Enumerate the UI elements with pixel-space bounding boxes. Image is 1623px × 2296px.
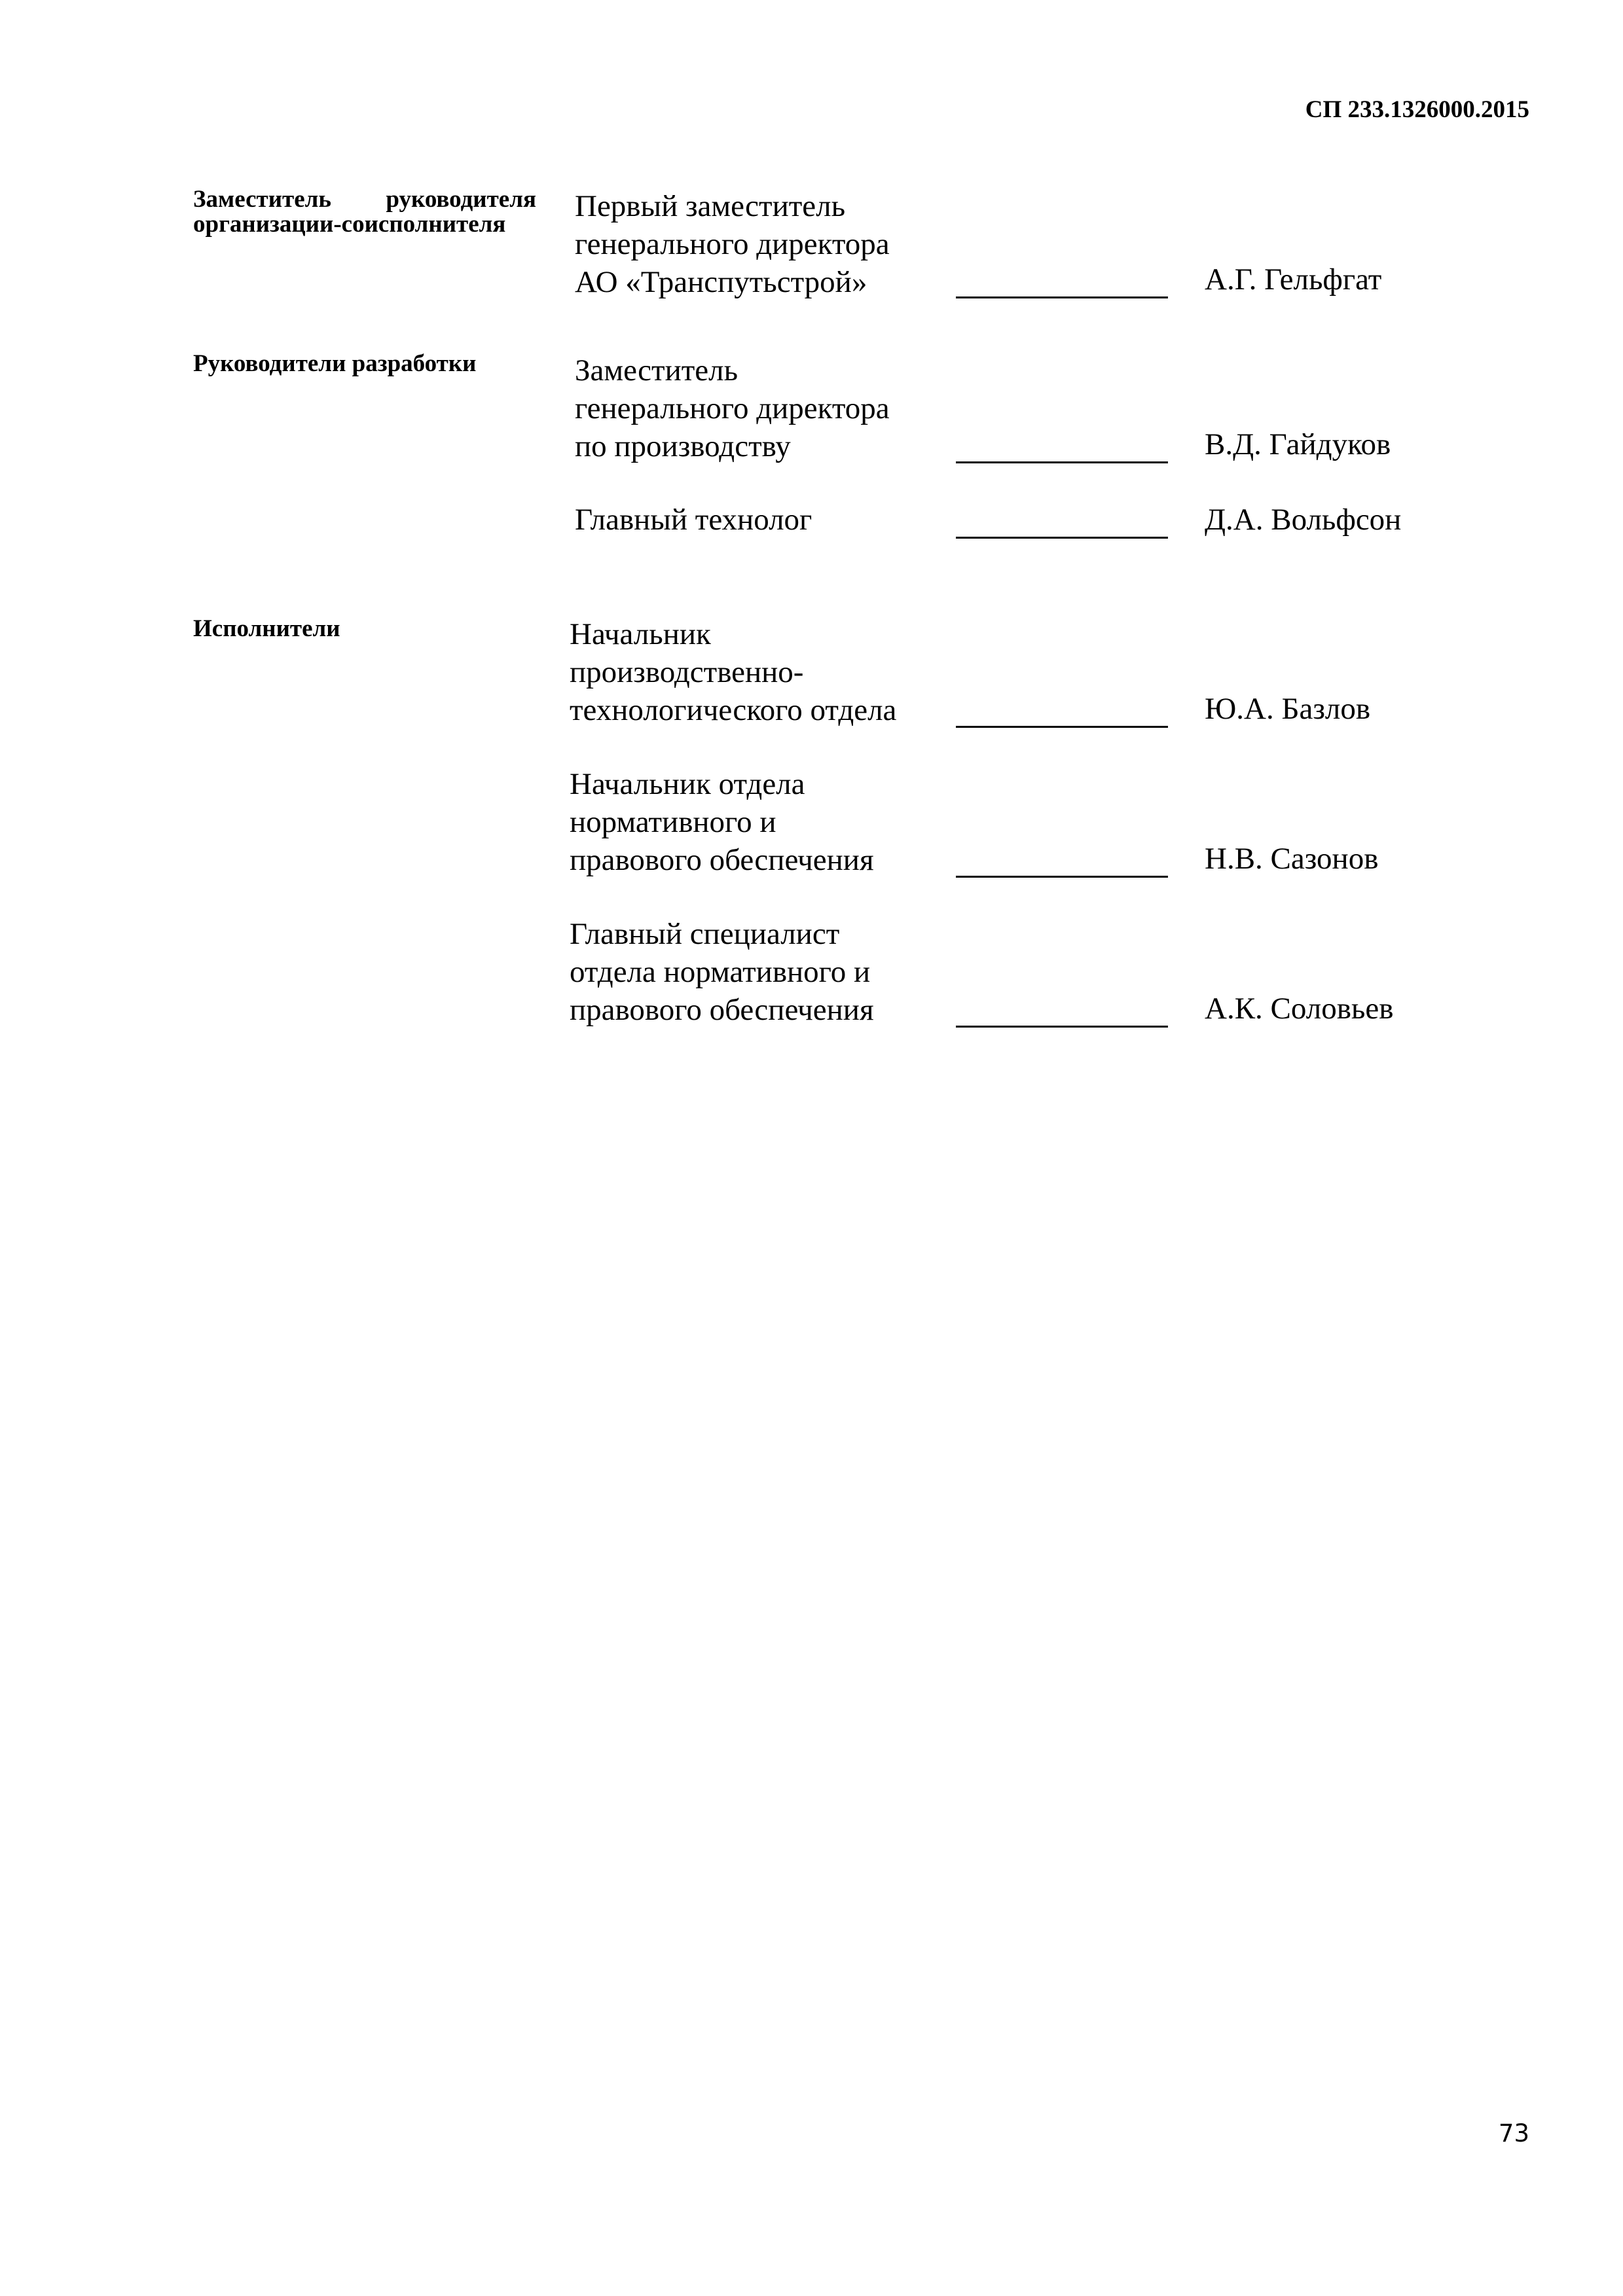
position-title: Главный специалист отдела нормативного и правового обеспечения: [570, 917, 874, 1027]
signatory-name: А.Г. Гельфгат: [1205, 262, 1382, 296]
role-label-development-leads: Руководители разработки: [193, 350, 477, 377]
position-title: Начальник отдела нормативного и правового обеспечения: [570, 767, 874, 877]
position-title: Начальник производственно- технологического отдела: [570, 617, 897, 727]
document-code: СП 233.1326000.2015: [1305, 96, 1529, 123]
signatory-name: Ю.А. Базлов: [1205, 692, 1371, 726]
position-title: Первый заместитель генерального директора АО «Транспутьстрой»: [575, 189, 890, 299]
role-label-executors: Исполнители: [193, 615, 340, 642]
signatory-name: Н.В. Сазонов: [1205, 842, 1379, 876]
position-title: Главный технолог: [575, 503, 812, 537]
signature-line: [956, 726, 1168, 728]
signature-line: [956, 296, 1168, 298]
signatory-name: Д.А. Вольфсон: [1205, 503, 1402, 537]
signatory-name: А.К. Соловьев: [1205, 992, 1394, 1026]
signature-line: [956, 1026, 1168, 1028]
signatory-name: В.Д. Гайдуков: [1205, 427, 1391, 461]
signature-line: [956, 461, 1168, 463]
page-number: 73: [1498, 2119, 1529, 2147]
signature-line: [956, 876, 1168, 878]
signature-line: [956, 537, 1168, 539]
role-label-co-executor: Заместитель руководителя организации-соисполнителя: [193, 186, 536, 238]
position-title: Заместитель генерального директора по производству: [575, 353, 890, 463]
